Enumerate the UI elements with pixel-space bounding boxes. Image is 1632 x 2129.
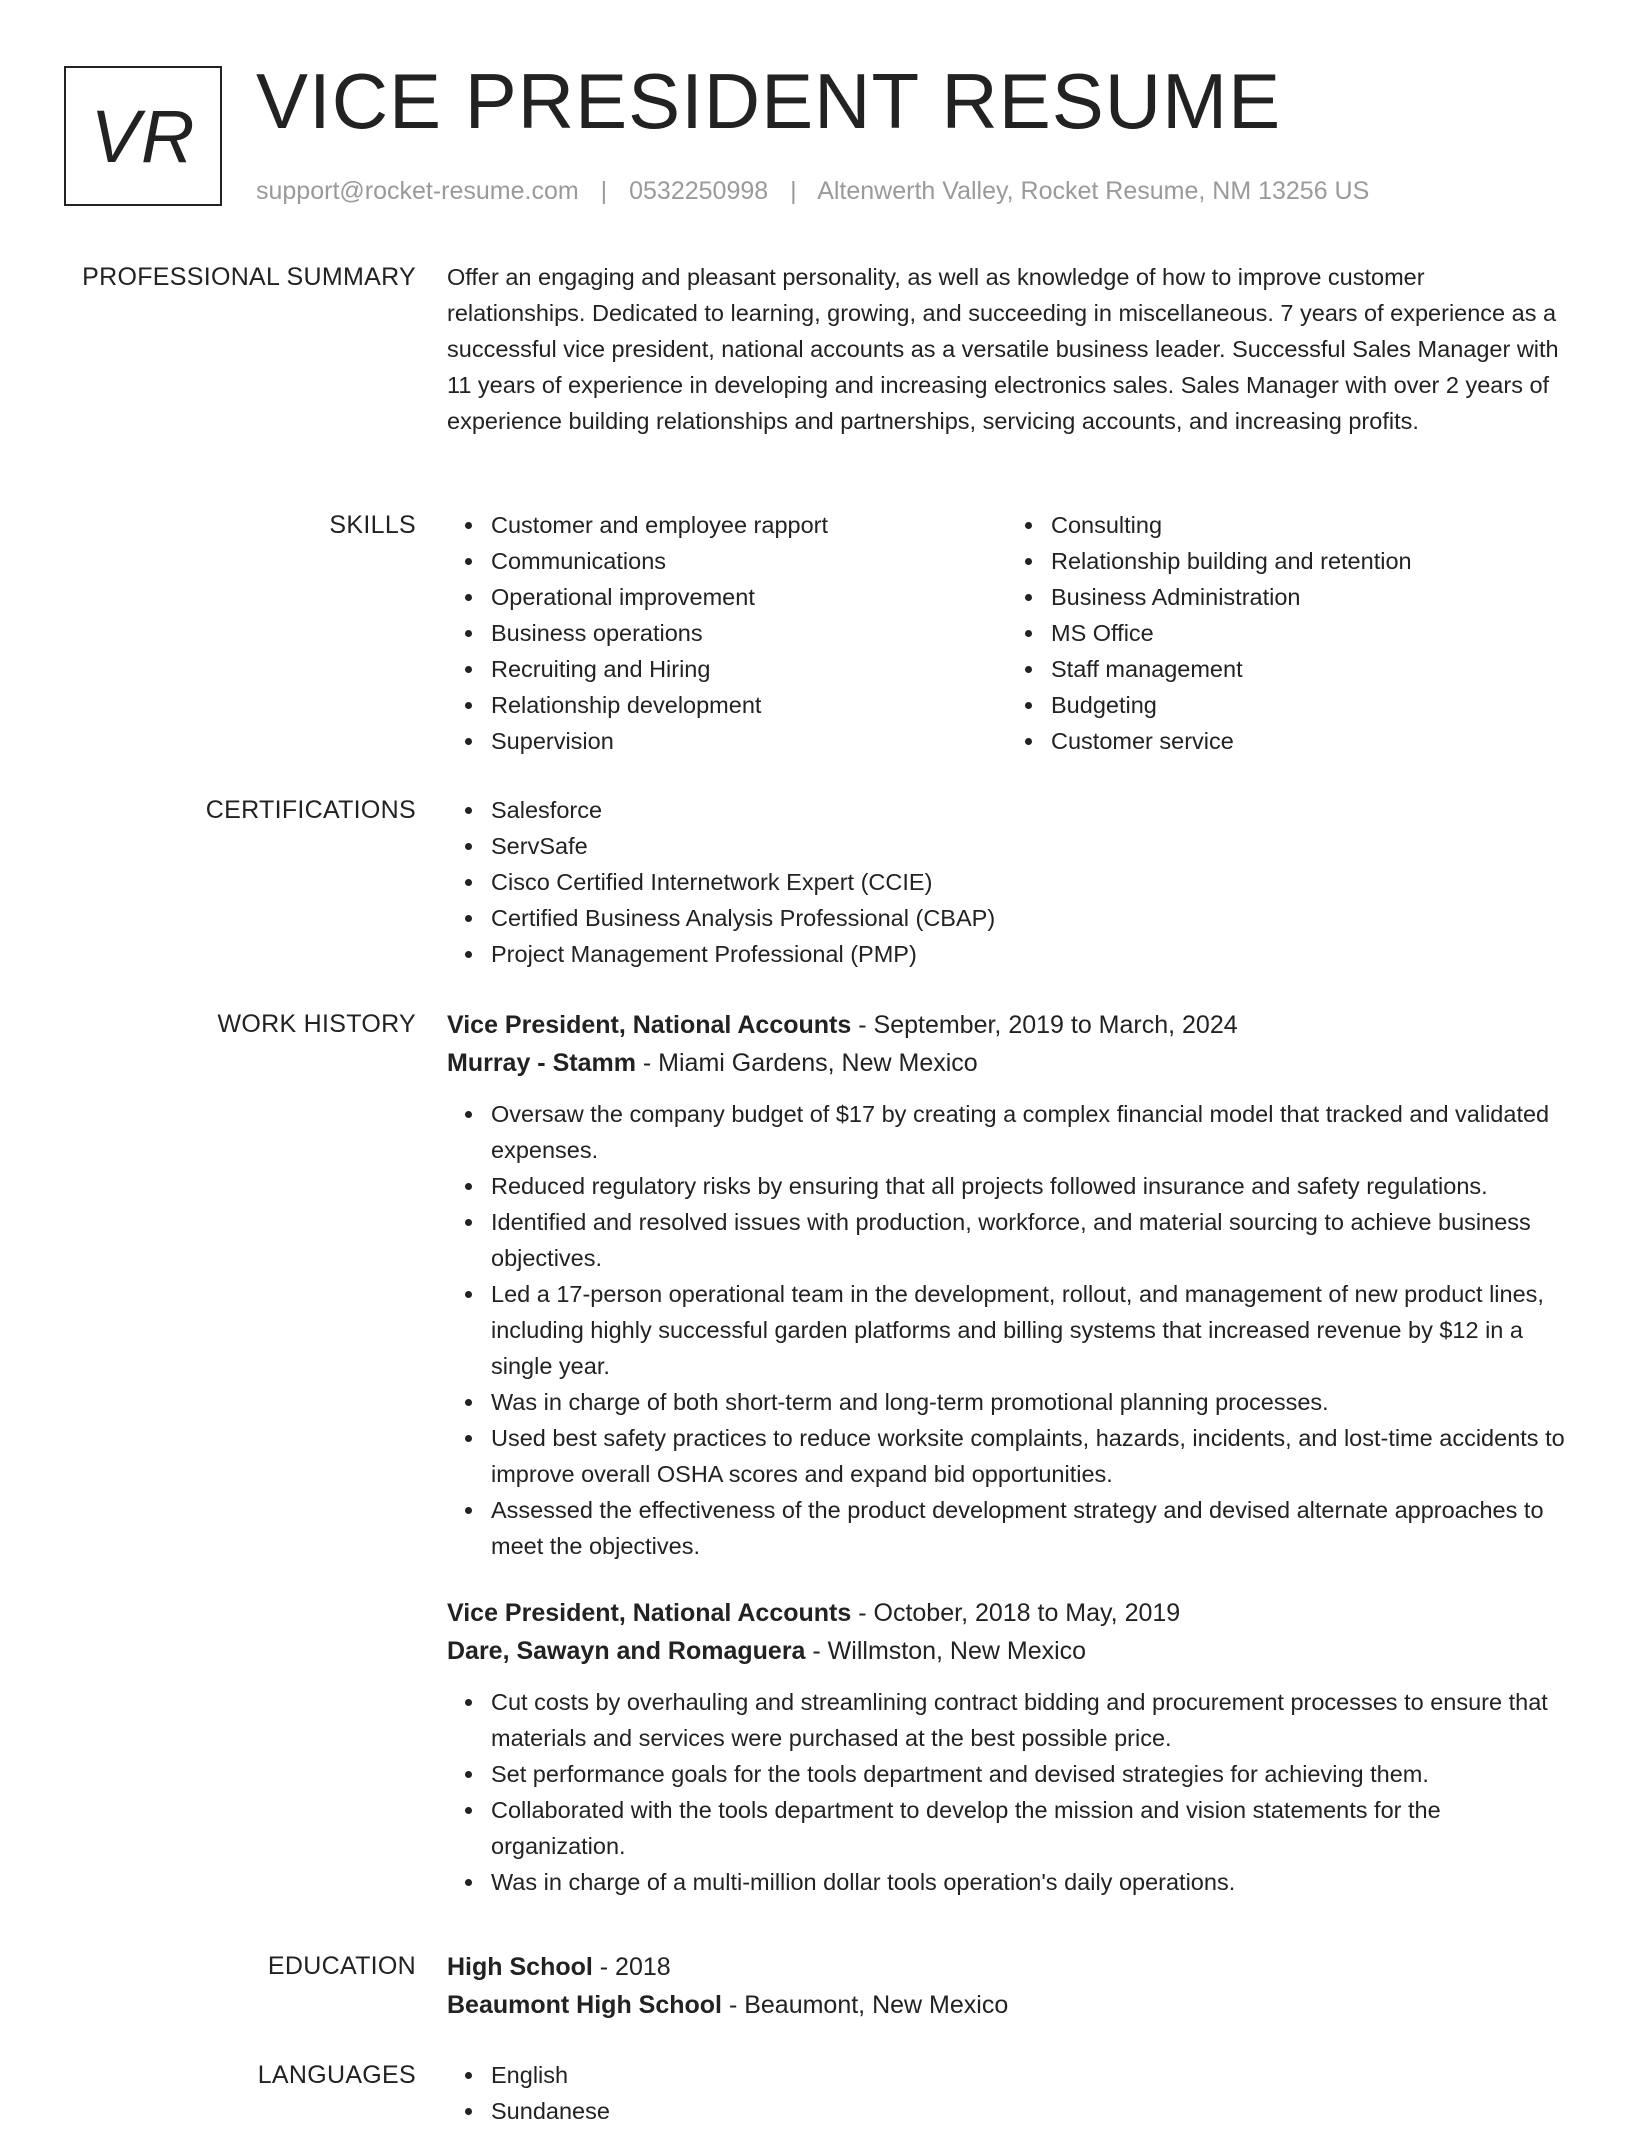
skill-item: Communications	[491, 543, 1007, 579]
education-school-line	[447, 1986, 1567, 2024]
skills-content	[447, 507, 1567, 759]
job-company: Dare, Sawayn and Romaguera	[447, 1637, 806, 1665]
job-bullets	[447, 1684, 1567, 1900]
job-bullet: Oversaw the company budget of $17 by creating a complex financial model that tracked and validated expenses.	[491, 1096, 1567, 1168]
resume-title: VICE PRESIDENT RESUME	[256, 57, 1282, 145]
education-year: - 2018	[592, 1953, 671, 1981]
job-location: - Miami Gardens, New Mexico	[635, 1049, 978, 1077]
contact-phone: 0532250998	[629, 177, 769, 205]
section-label-certifications: CERTIFICATIONS	[205, 796, 416, 824]
section-label-skills: SKILLS	[329, 511, 416, 539]
section-label-work: WORK HISTORY	[217, 1010, 416, 1038]
job-title-line	[447, 1594, 1567, 1632]
job-dates: - September, 2019 to March, 2024	[851, 1011, 1238, 1039]
monogram-logo	[64, 66, 222, 206]
skill-item: Supervision	[491, 723, 1007, 759]
certification-item: Project Management Professional (PMP)	[491, 936, 1567, 972]
job-bullet: Was in charge of a multi-million dollar tools operation's daily operations.	[491, 1864, 1567, 1900]
skill-item: Consulting	[1051, 507, 1567, 543]
job-title: Vice President, National Accounts	[447, 1599, 852, 1627]
skill-item: Operational improvement	[491, 579, 1007, 615]
skill-item: Business Administration	[1051, 579, 1567, 615]
skill-item: Customer service	[1051, 723, 1567, 759]
job-bullet: Cut costs by overhauling and streamlining contract bidding and procurement processes to ensure that materials and services were purchased at the best possible price.	[491, 1684, 1567, 1756]
skill-item: Business operations	[491, 615, 1007, 651]
certification-item: Salesforce	[491, 792, 1567, 828]
contact-line	[256, 174, 1369, 208]
education-location: - Beaumont, New Mexico	[722, 1991, 1009, 2019]
job-company: Murray - Stamm	[447, 1049, 636, 1077]
job-company-line	[447, 1632, 1567, 1670]
section-label-languages: LANGUAGES	[257, 2061, 416, 2089]
summary-text: Offer an engaging and pleasant personality, as well as knowledge of how to improve customer relationships. Dedicated to learning, growing, and succeeding in miscellaneous. 7 years of experience as a successful vice president, national accounts as a versatile business leader. Successful Sales Manager with 11 years of experience in developing and increasing electronics sales. Sales Manager with over 2 years of experience building relationships and partnerships, servicing accounts, and increasing profits.	[447, 264, 1559, 434]
summary-content	[447, 259, 1567, 439]
job-title-line	[447, 1006, 1567, 1044]
skill-item: Customer and employee rapport	[491, 507, 1007, 543]
monogram-initials: VR	[90, 94, 196, 178]
contact-separator: |	[790, 177, 797, 205]
skill-item: Relationship building and retention	[1051, 543, 1567, 579]
contact-separator: |	[600, 177, 608, 205]
skills-list-right	[1007, 507, 1567, 759]
language-item: Sundanese	[491, 2093, 1567, 2129]
job-bullets	[447, 1096, 1567, 1564]
languages-content	[447, 2057, 1567, 2129]
certifications-list	[447, 792, 1567, 972]
section-label-education: EDUCATION	[267, 1952, 416, 1980]
skill-item: Recruiting and Hiring	[491, 651, 1007, 687]
job-title: Vice President, National Accounts	[447, 1011, 852, 1039]
skills-list-left	[447, 507, 1007, 759]
skill-item: Budgeting	[1051, 687, 1567, 723]
education-school: Beaumont High School	[447, 1991, 722, 2019]
job-bullet: Identified and resolved issues with production, workforce, and material sourcing to achieve business objectives.	[491, 1204, 1567, 1276]
contact-email: support@rocket-resume.com	[256, 177, 579, 205]
certification-item: Certified Business Analysis Professional (CBAP)	[491, 900, 1567, 936]
job-bullet: Reduced regulatory risks by ensuring that all projects followed insurance and safety regulations.	[491, 1168, 1567, 1204]
skill-item: MS Office	[1051, 615, 1567, 651]
job-bullet: Led a 17-person operational team in the development, rollout, and management of new product lines, including highly successful garden platforms and billing systems that increased revenue by $12 in a single year.	[491, 1276, 1567, 1384]
job-bullet: Used best safety practices to reduce worksite complaints, hazards, incidents, and lost-time accidents to improve overall OSHA scores and expand bid opportunities.	[491, 1420, 1567, 1492]
certification-item: Cisco Certified Internetwork Expert (CCIE)	[491, 864, 1567, 900]
job-entry	[447, 1006, 1567, 1564]
job-bullet: Set performance goals for the tools department and devised strategies for achieving them.	[491, 1756, 1567, 1792]
education-content	[447, 1948, 1567, 2024]
job-bullet: Was in charge of both short-term and long-term promotional planning processes.	[491, 1384, 1567, 1420]
section-label-summary: PROFESSIONAL SUMMARY	[82, 263, 416, 291]
job-company-line	[447, 1044, 1567, 1082]
education-degree: High School	[447, 1953, 593, 1981]
language-item: English	[491, 2057, 1567, 2093]
job-dates: - October, 2018 to May, 2019	[851, 1599, 1181, 1627]
education-degree-line	[447, 1948, 1567, 1986]
job-bullet: Assessed the effectiveness of the product development strategy and devised alternate approaches to meet the objectives.	[491, 1492, 1567, 1564]
skill-item: Staff management	[1051, 651, 1567, 687]
contact-address: Altenwerth Valley, Rocket Resume, NM 13256 US	[817, 177, 1370, 205]
job-location: - Willmston, New Mexico	[805, 1637, 1087, 1665]
languages-list	[447, 2057, 1567, 2129]
skill-item: Relationship development	[491, 687, 1007, 723]
job-entry	[447, 1594, 1567, 1900]
certifications-content	[447, 792, 1567, 972]
job-bullet: Collaborated with the tools department to develop the mission and vision statements for the organization.	[491, 1792, 1567, 1864]
certification-item: ServSafe	[491, 828, 1567, 864]
work-content	[447, 1006, 1567, 1900]
